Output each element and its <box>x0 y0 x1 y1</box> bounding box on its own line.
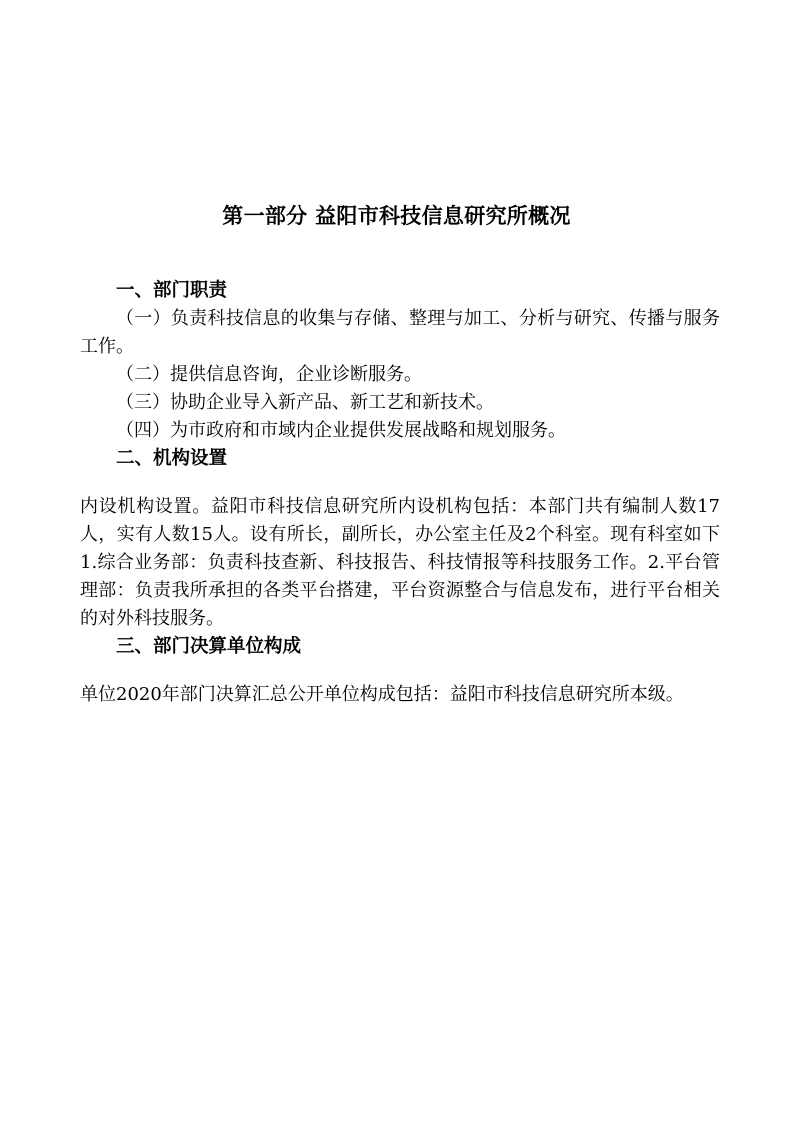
responsibility-item-3: （三）协助企业导入新产品、新工艺和新技术。 <box>116 392 494 413</box>
document-body <box>80 277 720 709</box>
responsibility-item-2: （二）提供信息咨询，企业诊断服务。 <box>116 364 422 385</box>
responsibility-item-1: （一）负责科技信息的收集与存储、整理与加工、分析与研究、传播与服务工作。 <box>80 308 720 357</box>
page-title: 第一部分 益阳市科技信息研究所概况 <box>222 204 571 228</box>
section-spacer <box>80 661 720 681</box>
section-spacer <box>80 473 720 493</box>
section-heading-responsibilities: 一、部门职责 <box>116 280 228 301</box>
units-paragraph: 单位2020年部门决算汇总公开单位构成包括：益阳市科技信息研究所本级。 <box>80 684 684 705</box>
section-heading-units: 三、部门决算单位构成 <box>116 636 302 657</box>
section-heading-organization: 二、机构设置 <box>116 448 228 469</box>
responsibility-item-4: （四）为市政府和市域内企业提供发展战略和规划服务。 <box>116 420 566 441</box>
organization-paragraph: 内设机构设置。益阳市科技信息研究所内设机构包括：本部门共有编制人数17人，实有人数15人。设有所长，副所长，办公室主任及2个科室。现有科室如下1.综合业务部：负责科技查新、科技报告、科技情报等科技服务工作。2.平台管理部：负责我所承担的各类平台搭建，平台资源整合与信息发布，进行平台相关的对外科技服务。 <box>80 496 720 629</box>
